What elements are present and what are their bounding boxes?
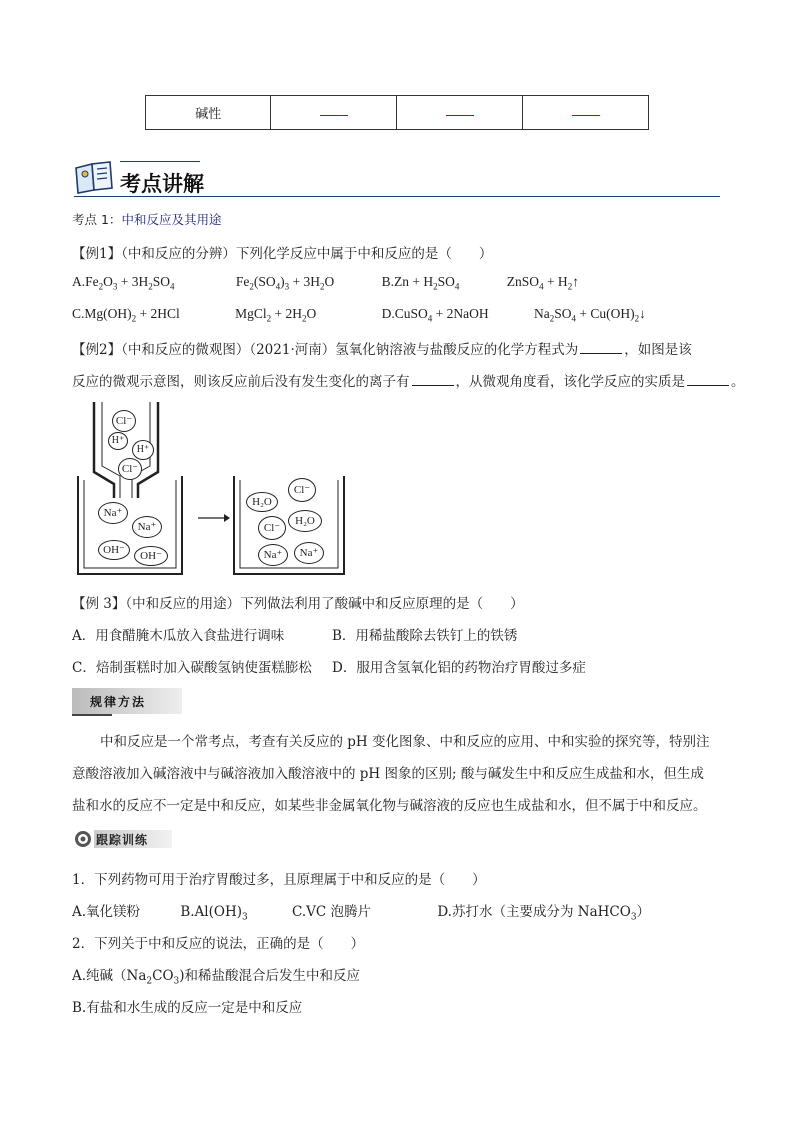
example-1-row-2: $C.Mg(OH)_2 + 2HCl$ MgCl$_2$ + $2H_2O$ D.CuSO$_4$ + 2NaOH $Na_2SO_4$ + $Cu(OH)_2↓$ xyxy=(72,306,646,324)
example-1-row-1: $A.Fe_2O_3 + 3H_2SO_4$ $Fe_2(SO_4)_3 + 3H_2O$ $B.Zn + H_2SO_4$ ZnSO$_4$ + $H_2↑$ xyxy=(72,274,579,292)
question-1: 1．下列药物可用于治疗胃酸过多，且原理属于中和反应的是（ ） xyxy=(72,872,486,888)
training-title: 跟踪训练 xyxy=(96,833,149,847)
blank-cell xyxy=(523,96,649,130)
example-3-opt-c: C．焙制蛋糕时加入碳酸氢钠使蛋糕膨松 xyxy=(72,660,312,676)
method-banner-rule xyxy=(72,714,112,716)
example-3: 【例 3】（中和反应的用途）下列做法利用了酸碱中和反应原理的是（ ） xyxy=(72,596,524,612)
ion-oh: OH⁻ xyxy=(98,540,130,560)
method-para-3: 盐和水的反应不一定是中和反应，如某些非金属氧化物与碱溶液的反应也生成盐和水，但不属于中和反应。 xyxy=(72,798,707,814)
reaction-diagram xyxy=(72,398,362,580)
example-1: 【例1】（中和反应的分辨）下列化学反应中属于中和反应的是（ ） xyxy=(72,246,493,262)
question-2-opt-b: B.有盐和水生成的反应一定是中和反应 xyxy=(72,1000,303,1016)
example-2-line-2: 反应的微观示意图，则该反应前后没有发生变化的离子有 ，从微观角度看，该化学反应的实质是 。 xyxy=(72,374,745,390)
ion-na: Na⁺ xyxy=(294,542,324,564)
ion-cl: Cl⁻ xyxy=(112,410,136,432)
blank-cell xyxy=(397,96,523,130)
target-icon xyxy=(74,830,92,848)
ion-cl: Cl⁻ xyxy=(118,458,142,480)
point-heading: 考点 1：中和反应及其用途 xyxy=(72,212,222,227)
ion-na: Na⁺ xyxy=(258,544,288,566)
ion-oh: OH⁻ xyxy=(134,546,168,566)
book-icon xyxy=(74,160,114,194)
ion-na: Na⁺ xyxy=(98,502,128,524)
question-2: 2．下列关于中和反应的说法，正确的是（ ） xyxy=(72,936,365,952)
blank-cell xyxy=(271,96,397,130)
section-title: 考点讲解 xyxy=(120,172,204,196)
ion-na: Na⁺ xyxy=(132,516,162,538)
method-banner: 规律方法 xyxy=(72,688,182,714)
ion-h: H⁺ xyxy=(108,432,128,450)
molecule-water: H₂O xyxy=(288,510,322,532)
molecule-water: H₂O xyxy=(246,492,278,512)
row-label: 碱性 xyxy=(146,96,271,130)
header-rule xyxy=(74,196,720,197)
table-row xyxy=(146,96,649,130)
example-3-opt-d: D．服用含氢氧化铝的药物治疗胃酸过多症 xyxy=(332,660,586,676)
example-3-opt-a: A．用食醋腌木瓜放入食盐进行调味 xyxy=(72,628,285,644)
ion-h: H⁺ xyxy=(132,440,154,460)
property-table xyxy=(145,95,649,130)
header-rule-short xyxy=(120,161,200,162)
method-para-2: 意酸溶液加入碱溶液中与碱溶液加入酸溶液中的 pH 图象的区别; 酸与碱发生中和反应生成盐和水，但生成 xyxy=(72,766,704,782)
ion-cl: Cl⁻ xyxy=(288,478,316,502)
ion-cl: Cl⁻ xyxy=(258,516,286,540)
method-para-1: 中和反应是一个常考点，考查有关反应的 pH 变化图象、中和反应的应用、中和实验的探究等，特别注 xyxy=(100,734,710,750)
question-2-opt-a: A.纯碱$(Na_2CO_3)$和稀盐酸混合后发生中和反应 xyxy=(72,968,361,987)
example-3-opt-b: B．用稀盐酸除去铁钉上的铁锈 xyxy=(332,628,518,644)
example-2-line-1: 【例2】（中和反应的微观图）（2021·河南）氢氧化钠溶液与盐酸反应的化学方程式为 ，如图是该 xyxy=(72,342,692,358)
question-1-options: A.氧化镁粉 $B.Al(OH)_3$ C.VC 泡腾片 D.苏打水（主要成分为 NaHCO$_3$） xyxy=(72,904,651,923)
